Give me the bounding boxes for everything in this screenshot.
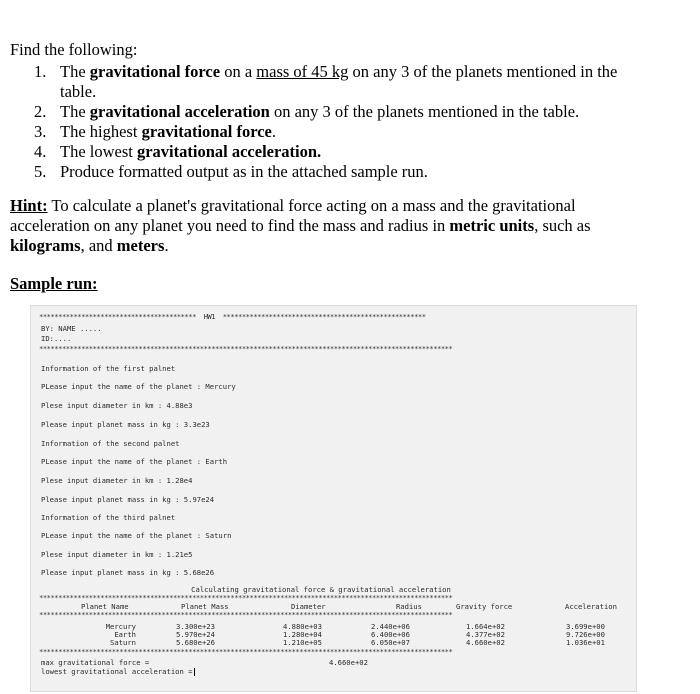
hint-text: . bbox=[164, 236, 169, 255]
task-item bbox=[10, 142, 650, 162]
task-number: 3. bbox=[34, 122, 47, 141]
hint-text: , and bbox=[80, 236, 117, 255]
task-bold: gravitational force bbox=[89, 62, 221, 81]
task-item bbox=[10, 62, 650, 102]
task-number: 2. bbox=[34, 102, 47, 121]
console-line: Please input planet mass in kg : 3.3e23 bbox=[41, 420, 210, 429]
task-item bbox=[10, 102, 650, 122]
console-line: ID:.... bbox=[41, 334, 72, 343]
table-cell: 1.210e+05 bbox=[283, 638, 322, 647]
console-line: Information of the second palnet bbox=[41, 439, 180, 448]
table-cell: 1.664e+02 bbox=[466, 622, 505, 631]
table-cell: 4.880e+03 bbox=[283, 622, 322, 631]
column-header: Diameter bbox=[291, 602, 326, 611]
column-header: Radius bbox=[396, 602, 422, 611]
table-cell: Mercury bbox=[105, 622, 136, 631]
console-line: PLease input the name of the planet : Mercury bbox=[41, 382, 236, 391]
table-cell: 6.050e+07 bbox=[371, 638, 410, 647]
console-line: Please input planet mass in kg : 5.68e26 bbox=[41, 568, 215, 577]
console-line: Plese input diameter in km : 1.28e4 bbox=[41, 476, 193, 485]
task-item bbox=[10, 162, 650, 182]
table-cell: 2.440e+06 bbox=[371, 622, 410, 631]
table-cell: 5.970e+24 bbox=[176, 630, 215, 639]
task-bold: gravitational acceleration. bbox=[136, 142, 322, 161]
task-number: 4. bbox=[34, 142, 47, 161]
column-header: Acceleration bbox=[565, 602, 617, 611]
lowest-accel-line bbox=[41, 667, 195, 676]
task-text: . bbox=[271, 122, 276, 141]
lowest-accel-label: lowest gravitational acceleration = bbox=[41, 667, 193, 676]
column-header: Gravity force bbox=[456, 602, 513, 611]
hint-paragraph bbox=[10, 196, 640, 256]
table-cell: 4.377e+02 bbox=[466, 630, 505, 639]
task-item bbox=[10, 122, 650, 142]
table-cell: 6.400e+06 bbox=[371, 630, 410, 639]
console-line: Plese input diameter in km : 1.21e5 bbox=[41, 550, 193, 559]
star-divider: ************************************************************************************************************ bbox=[39, 610, 453, 619]
task-text: Produce formatted output as in the attached sample run. bbox=[60, 162, 428, 181]
max-force-label: max gravitational force = bbox=[41, 658, 150, 667]
column-header: Planet Mass bbox=[181, 602, 229, 611]
console-line: BY: NAME ..... bbox=[41, 324, 102, 333]
table-cell: Saturn bbox=[110, 638, 136, 647]
task-list bbox=[10, 62, 650, 182]
max-force-value: 4.660e+02 bbox=[329, 658, 368, 667]
star-divider: ************************************************************************************************************ bbox=[39, 344, 453, 353]
hint-bold: meters bbox=[116, 236, 165, 255]
table-cell: 3.300e+23 bbox=[176, 622, 215, 631]
table-cell: 3.699e+00 bbox=[566, 622, 605, 631]
task-text: on a bbox=[220, 62, 257, 81]
task-text: The highest bbox=[60, 122, 142, 141]
task-text: on any 3 of the planets mentioned in the table. bbox=[269, 102, 580, 121]
task-bold: gravitational acceleration bbox=[89, 102, 270, 121]
task-text: The lowest bbox=[60, 142, 137, 161]
hint-bold: metric units bbox=[449, 216, 535, 235]
hint-bold: kilograms bbox=[10, 236, 81, 255]
console-line: Please input planet mass in kg : 5.97e24 bbox=[41, 495, 215, 504]
star-divider: ***************************************** HW1 ***************************************************** bbox=[39, 312, 426, 321]
intro-heading: Find the following: bbox=[10, 40, 138, 59]
table-cell: 1.280e+04 bbox=[283, 630, 322, 639]
table-title: Calculating gravitational force & gravitational acceleration bbox=[191, 585, 451, 594]
task-text: The bbox=[60, 62, 90, 81]
hint-label: Hint: bbox=[10, 196, 48, 215]
task-bold: gravitational force bbox=[141, 122, 272, 141]
task-text: on any 3 of the planets mentioned in the table. bbox=[60, 62, 618, 101]
hint-text: , such as bbox=[534, 216, 591, 235]
console-line: PLease input the name of the planet : Earth bbox=[41, 457, 228, 466]
sample-run-title: Sample run: bbox=[10, 274, 98, 293]
table-cell: 1.036e+01 bbox=[566, 638, 605, 647]
console-line: PLease input the name of the planet : Saturn bbox=[41, 531, 232, 540]
task-number: 5. bbox=[34, 162, 47, 181]
column-header: Planet Name bbox=[81, 602, 129, 611]
table-cell: 9.726e+00 bbox=[566, 630, 605, 639]
console-line: Plese input diameter in km : 4.88e3 bbox=[41, 401, 193, 410]
sample-run-console bbox=[30, 305, 637, 692]
hint-text: To calculate a planet's gravitational force acting on a mass and the gravitational acceleration on any planet you need to find the mass and radius in bbox=[10, 196, 576, 235]
console-line: Information of the first palnet bbox=[41, 364, 176, 373]
table-cell: 4.660e+02 bbox=[466, 638, 505, 647]
task-text: The bbox=[60, 102, 90, 121]
star-divider: ************************************************************************************************************ bbox=[39, 647, 453, 656]
task-number: 1. bbox=[34, 62, 47, 81]
table-cell: Earth bbox=[114, 630, 136, 639]
console-line: Information of the third palnet bbox=[41, 513, 176, 522]
text-cursor bbox=[194, 668, 195, 676]
table-cell: 5.680e+26 bbox=[176, 638, 215, 647]
hw-label: HW1 bbox=[203, 312, 216, 321]
star-divider: ************************************************************************************************************ bbox=[39, 593, 453, 602]
task-underline: mass of 45 kg bbox=[256, 62, 349, 81]
